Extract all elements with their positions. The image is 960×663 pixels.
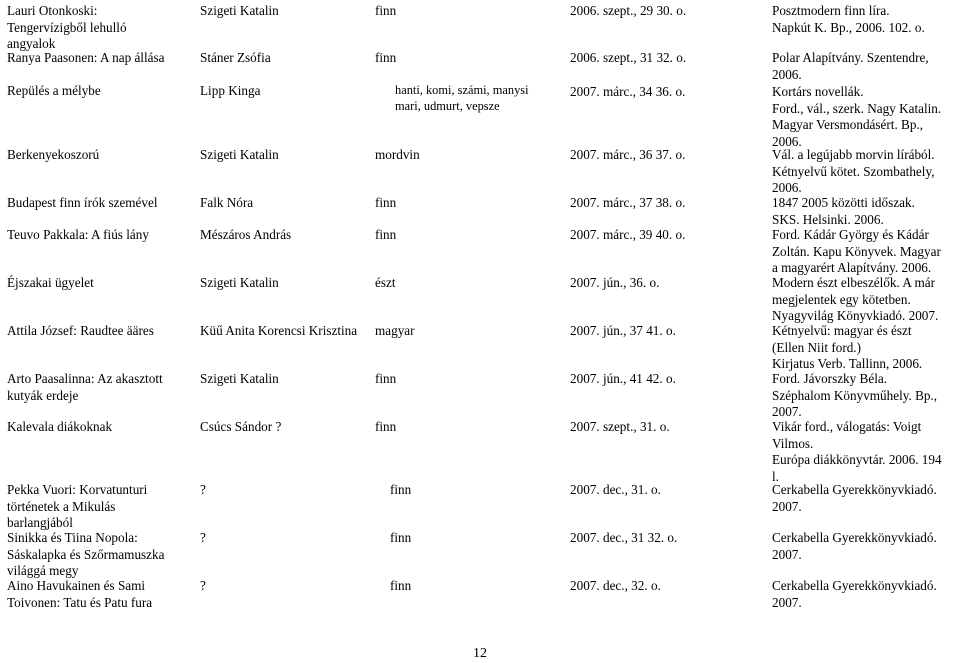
row-2-language (395, 83, 529, 114)
row-10-source (772, 482, 937, 515)
row-1-date (570, 50, 686, 67)
row-0-language (375, 3, 396, 20)
row-12-title (7, 578, 152, 611)
row-3-language-line: mordvin (375, 147, 420, 162)
row-0-date (570, 3, 686, 20)
row-12-date-line: 2007. dec., 32. o. (570, 578, 661, 593)
row-10-source-line: 2007. (772, 498, 802, 514)
row-0-date-line: 2006. szept., 29 30. o. (570, 3, 687, 18)
row-7-source (772, 323, 922, 373)
row-8-source (772, 371, 937, 421)
row-2-language-line: hanti, komi, számi, manysi (395, 83, 529, 97)
row-9-source-line: Vikár ford., válogatás: Voigt (772, 419, 922, 434)
row-2-title (7, 83, 101, 100)
row-1-source (772, 50, 929, 83)
row-4-translator (200, 195, 253, 212)
row-1-title-line: Ranya Paasonen: A nap állása (7, 50, 165, 65)
row-1-translator-line: Stáner Zsófia (200, 50, 271, 65)
row-7-language (375, 323, 415, 340)
row-4-title (7, 195, 158, 212)
row-10-translator-line: ? (200, 482, 206, 497)
row-12-language (390, 578, 411, 595)
row-10-title-line: történetek a Mikulás (7, 498, 116, 514)
row-7-source-line: Kétnyelvű: magyar és észt (772, 323, 912, 338)
row-8-title-line: Arto Paasalinna: Az akasztott (7, 371, 163, 386)
row-6-language-line: észt (375, 275, 396, 290)
row-8-language (375, 371, 396, 388)
row-2-date-line: 2007. márc., 34 36. o. (570, 84, 686, 99)
row-3-source (772, 147, 935, 197)
row-7-language-line: magyar (375, 323, 415, 338)
row-2-source-line: Kortárs novellák. (772, 84, 864, 99)
row-12-title-line: Aino Havukainen és Sami (7, 578, 146, 593)
row-11-language (390, 530, 411, 547)
row-10-title-line: barlangjából (7, 515, 73, 530)
row-3-language (375, 147, 420, 164)
row-8-date-line: 2007. jún., 41 42. o. (570, 371, 676, 386)
row-9-source (772, 419, 942, 485)
row-5-source (772, 227, 941, 277)
row-5-language (375, 227, 396, 244)
row-11-title (7, 530, 164, 580)
row-7-date (570, 323, 676, 340)
row-2-source-line: Ford., vál., szerk. Nagy Katalin. (772, 100, 942, 116)
row-8-translator-line: Szigeti Katalin (200, 371, 279, 386)
row-1-date-line: 2006. szept., 31 32. o. (570, 50, 687, 65)
row-2-source-line: Magyar Versmondásért. Bp., (772, 117, 924, 132)
row-8-source-line: Ford. Jávorszky Béla. (772, 371, 888, 386)
row-9-translator-line: Csúcs Sándor ? (200, 419, 282, 434)
row-3-translator (200, 147, 279, 164)
row-12-language-line: finn (390, 578, 412, 593)
row-9-date (570, 419, 670, 436)
row-2-language-line: mari, udmurt, vepsze (395, 98, 500, 113)
row-9-translator (200, 419, 281, 436)
row-0-title-line: Tengervízigből lehulló (7, 19, 127, 35)
row-4-language (375, 195, 396, 212)
row-11-date-line: 2007. dec., 31 32. o. (570, 530, 678, 545)
row-12-translator-line: ? (200, 578, 206, 593)
row-0-translator-line: Szigeti Katalin (200, 3, 279, 18)
row-1-language (375, 50, 396, 67)
row-7-source-line: Kirjatus Verb. Tallinn, 2006. (772, 356, 923, 371)
row-11-source-line: Cerkabella Gyerekkönyvkiadó. (772, 530, 937, 545)
row-5-translator (200, 227, 291, 244)
row-0-source-line: Posztmodern finn líra. (772, 3, 890, 18)
row-12-source-line: 2007. (772, 594, 802, 610)
row-9-language-line: finn (375, 419, 397, 434)
row-1-translator (200, 50, 271, 67)
row-8-title-line: kutyák erdeje (7, 387, 79, 403)
row-2-source-line: 2006. (772, 133, 802, 149)
row-11-translator-line: ? (200, 530, 206, 545)
row-4-date-line: 2007. márc., 37 38. o. (570, 195, 686, 210)
row-4-title-line: Budapest finn írók szemével (7, 195, 158, 210)
row-12-source-line: Cerkabella Gyerekkönyvkiadó. (772, 578, 937, 593)
row-11-title-line: Sáskalapka és Szőrmamuszka (7, 546, 165, 562)
row-3-source-line: Kétnyelvű kötet. Szombathely, (772, 163, 935, 179)
row-5-source-line: Ford. Kádár György és Kádár (772, 227, 929, 242)
row-0-title-line: angyalok (7, 36, 56, 51)
row-10-date-line: 2007. dec., 31. o. (570, 482, 661, 497)
row-7-title (7, 323, 154, 340)
row-12-date (570, 578, 661, 595)
row-11-title-line: világgá megy (7, 563, 79, 578)
row-1-source-line: Polar Alapítvány. Szentendre, (772, 50, 929, 65)
row-9-source-line: Európa diákkönyvtár. 2006. 194 (772, 452, 942, 467)
row-3-translator-line: Szigeti Katalin (200, 147, 279, 162)
row-3-source-line: Vál. a legújabb morvin lírából. (772, 147, 935, 162)
row-4-source (772, 195, 915, 228)
row-6-source-line: Nyagyvilág Könyvkiadó. 2007. (772, 308, 939, 323)
row-2-translator-line: Lipp Kinga (200, 83, 261, 98)
row-0-title-line: Lauri Otonkoski: (7, 3, 98, 18)
row-4-language-line: finn (375, 195, 397, 210)
row-6-title-line: Éjszakai ügyelet (7, 275, 94, 290)
row-10-translator (200, 482, 206, 499)
row-5-date (570, 227, 685, 244)
row-8-date (570, 371, 676, 388)
row-8-source-line: Széphalom Könyvműhely. Bp., (772, 387, 938, 403)
row-8-source-line: 2007. (772, 404, 802, 419)
row-3-source-line: 2006. (772, 180, 802, 195)
row-10-language (390, 482, 411, 499)
row-3-date (570, 147, 685, 164)
row-6-source-line: Modern észt elbeszélők. A már (772, 275, 935, 290)
row-6-translator (200, 275, 279, 292)
row-5-date-line: 2007. márc., 39 40. o. (570, 227, 686, 242)
row-0-source (772, 3, 925, 36)
row-11-title-line: Sinikka és Tiina Nopola: (7, 530, 138, 545)
row-4-source-line: 1847 2005 közötti időszak. (772, 195, 915, 210)
row-8-title (7, 371, 163, 404)
row-1-language-line: finn (375, 50, 397, 65)
row-6-title (7, 275, 94, 292)
row-11-source (772, 530, 937, 563)
page-number: 12 (473, 646, 487, 661)
row-0-language-line: finn (375, 3, 397, 18)
row-7-date-line: 2007. jún., 37 41. o. (570, 323, 676, 338)
row-12-translator (200, 578, 206, 595)
row-7-translator (200, 323, 357, 340)
row-4-source-line: SKS. Helsinki. 2006. (772, 211, 884, 227)
row-3-date-line: 2007. márc., 36 37. o. (570, 147, 686, 162)
row-7-title-line: Attila József: Raudtee ääres (7, 323, 154, 338)
row-2-translator (200, 83, 260, 100)
row-10-date (570, 482, 661, 499)
row-6-language (375, 275, 396, 292)
row-0-source-line: Napkút K. Bp., 2006. 102. o. (772, 19, 925, 35)
row-6-date-line: 2007. jún., 36. o. (570, 275, 660, 290)
row-8-translator (200, 371, 279, 388)
row-5-title-line: Teuvo Pakkala: A fiús lány (7, 227, 149, 242)
row-4-translator-line: Falk Nóra (200, 195, 254, 210)
row-9-source-line: l. (772, 468, 779, 484)
row-5-source-line: Zoltán. Kapu Könyvek. Magyar (772, 243, 941, 259)
row-12-title-line: Toivonen: Tatu és Patu fura (7, 594, 153, 610)
row-9-title-line: Kalevala diákoknak (7, 419, 113, 434)
row-5-source-line: a magyarért Alapítvány. 2006. (772, 260, 932, 275)
row-11-date (570, 530, 677, 547)
row-3-title (7, 147, 99, 164)
row-4-date (570, 195, 685, 212)
row-10-language-line: finn (390, 482, 412, 497)
row-2-source (772, 84, 941, 150)
row-10-source-line: Cerkabella Gyerekkönyvkiadó. (772, 482, 937, 497)
row-2-title-line: Repülés a mélybe (7, 83, 101, 98)
row-1-source-line: 2006. (772, 66, 802, 82)
row-12-source (772, 578, 937, 611)
row-5-title (7, 227, 149, 244)
row-1-title (7, 50, 164, 67)
row-6-date (570, 275, 659, 292)
row-6-source (772, 275, 938, 325)
row-11-language-line: finn (390, 530, 412, 545)
row-5-language-line: finn (375, 227, 397, 242)
row-9-date-line: 2007. szept., 31. o. (570, 419, 670, 434)
row-3-title-line: Berkenyekoszorú (7, 147, 100, 162)
row-9-language (375, 419, 396, 436)
row-11-translator (200, 530, 206, 547)
row-10-title (7, 482, 147, 532)
row-5-translator-line: Mészáros András (200, 227, 292, 242)
row-10-title-line: Pekka Vuori: Korvatunturi (7, 482, 148, 497)
row-0-title (7, 3, 127, 53)
row-6-source-line: megjelentek egy kötetben. (772, 291, 911, 307)
row-2-date (570, 84, 685, 101)
row-7-source-line: (Ellen Niit ford.) (772, 339, 861, 355)
row-7-translator-line: Küű Anita Korencsi Krisztina (200, 323, 358, 338)
row-11-source-line: 2007. (772, 546, 802, 562)
row-6-translator-line: Szigeti Katalin (200, 275, 279, 290)
row-9-source-line: Vilmos. (772, 435, 814, 451)
row-0-translator (200, 3, 279, 20)
row-8-language-line: finn (375, 371, 397, 386)
row-9-title (7, 419, 112, 436)
